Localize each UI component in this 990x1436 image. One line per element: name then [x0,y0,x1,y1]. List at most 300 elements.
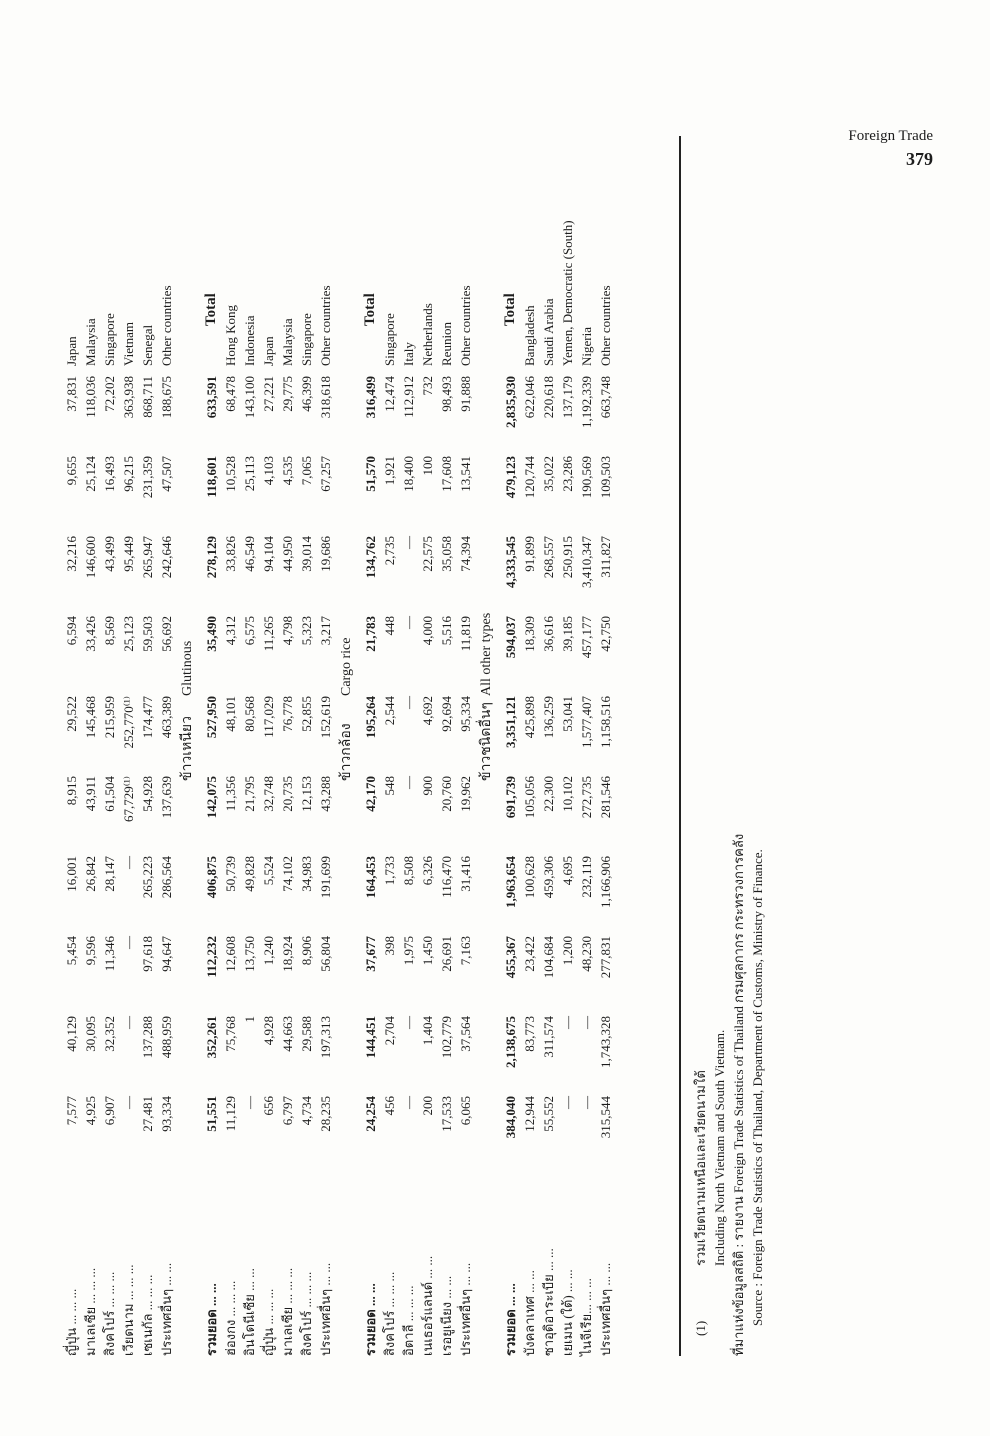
row-label-english: Singapore [299,313,314,366]
value-cell: 4,103 [261,456,276,486]
value-cell: 80,568 [242,696,257,732]
value-cell: 46,549 [242,536,257,572]
row-label-english: Japan [261,336,276,366]
value-cell: 98,493 [439,376,454,412]
value-cell: 286,564 [159,856,174,899]
footnote-english-row [711,136,730,1356]
value-cell: 272,735 [579,776,594,819]
table-row [240,136,259,1356]
value-cell: 18,309 [522,616,537,652]
value-cell: 1,192,339 [579,376,594,428]
source-english: Source : Foreign Trade Statistics of Thailand, Department of Customs, Ministry of Finance. [750,849,765,1326]
value-cell: 43,288 [318,776,333,812]
value-cell: 13,541 [458,456,473,492]
value-cell: — [121,936,136,949]
value-cell: 91,899 [522,536,537,572]
value-cell: 94,104 [261,536,276,572]
value-cell: 29,775 [280,376,295,412]
table-row [62,136,81,1356]
section-label-english: Cargo rice [339,637,354,696]
row-label-english: Singapore [102,313,117,366]
row-label-thai: ประเทศอื่นๆ ... ... [159,1262,174,1356]
value-cell: 663,748 [598,376,613,419]
value-cell: 25,113 [242,456,257,492]
row-label-thai: มาเลเซีย ... ... ... [280,1267,295,1356]
row-label-thai: รวมยอด ... ... [204,1283,219,1356]
value-cell: 4,312 [223,616,238,646]
value-cell: 488,959 [159,1016,174,1059]
value-cell: 95,449 [121,536,136,572]
table-row [119,136,138,1356]
source-english-row [749,136,768,1356]
section-label-english: All other types [479,612,494,696]
value-cell: 1,240 [261,936,276,966]
value-cell: 100,628 [522,856,537,899]
value-cell: 118,036 [83,376,98,418]
value-cell: 42,170 [363,776,378,812]
value-cell: 1 [242,1016,257,1023]
value-cell: 5,323 [299,616,314,646]
value-cell: 8,569 [102,616,117,646]
value-cell: 5,524 [261,856,276,886]
value-cell: 29,588 [299,1016,314,1052]
value-cell: 1,743,328 [598,1016,613,1068]
value-cell: 56,692 [159,616,174,652]
table-row [437,136,456,1356]
value-cell: — [401,536,416,549]
value-cell: 35,490 [204,616,219,652]
value-cell: 7,577 [64,1096,79,1126]
value-cell: 105,056 [522,776,537,819]
value-cell: — [242,1096,257,1109]
table-row [278,136,297,1356]
value-cell: 6,907 [102,1096,117,1126]
value-cell: 6,575 [242,616,257,646]
value-cell: 43,499 [102,536,117,572]
row-label-english: Nigeria [579,327,594,366]
value-cell: 215,959 [102,696,117,739]
row-label-english: Japan [64,336,79,366]
row-label-thai: เยเมน (ใต้) ... ... [560,1269,575,1356]
value-cell: 1,963,654 [503,856,518,908]
value-cell: 2,835,930 [503,376,518,428]
value-cell: 32,748 [261,776,276,812]
value-cell: 152,619 [318,696,333,739]
row-label-thai: อิตาลี ... ... ... [401,1285,416,1356]
value-cell: 2,704 [382,1016,397,1046]
table-bottom-rule [679,136,681,1356]
value-cell: 188,675 [159,376,174,419]
table-row [418,136,437,1356]
value-cell: 1,921 [382,456,397,486]
value-cell: 1,733 [382,856,397,886]
value-cell: 479,123 [503,456,518,499]
value-cell: 27,481 [140,1096,155,1132]
value-cell: 17,608 [439,456,454,492]
value-cell: 37,677 [363,936,378,972]
value-cell: — [121,1096,136,1109]
value-cell: 146,600 [83,536,98,579]
row-label-thai: สิงคโปร์ ... ... ... [102,1271,117,1356]
value-cell: 164,453 [363,856,378,899]
value-cell: 21,795 [242,776,257,812]
value-cell: 4,333,545 [503,536,518,588]
value-cell: 92,694 [439,696,454,732]
row-label-english: Malaysia [280,318,295,366]
value-cell: 311,827 [598,536,613,578]
row-label-english: Vietnam [121,322,136,366]
value-cell: 594,037 [503,616,518,659]
value-cell: 21,783 [363,616,378,652]
value-cell: 3,410,347 [579,536,594,588]
value-cell: 1,200 [560,936,575,966]
row-label-thai: มาเลเซีย ... ... ... [83,1267,98,1356]
value-cell: 277,831 [598,936,613,979]
value-cell: 67,257 [318,456,333,492]
section-gap [176,136,202,1356]
value-cell: 27,221 [261,376,276,412]
value-cell: 2,544 [382,696,397,726]
table-row [539,136,558,1356]
row-label-english: Yemen, Democratic (South) [560,220,575,366]
value-cell: 6,594 [64,616,79,646]
value-cell: — [579,1016,594,1029]
value-cell: 37,564 [458,1016,473,1052]
value-cell: 112,232 [204,936,219,978]
value-cell: 6,797 [280,1096,295,1126]
value-cell: — [121,856,136,869]
table-row [596,136,615,1356]
value-cell: 11,129 [223,1096,238,1132]
value-cell: 48,101 [223,696,238,732]
value-cell: 72,202 [102,376,117,412]
value-cell: 94,647 [159,936,174,972]
value-cell: 457,177 [579,616,594,659]
total-row [501,136,520,1356]
value-cell: — [401,776,416,789]
table-row [81,136,100,1356]
value-cell: 6,326 [420,856,435,886]
value-cell: 278,129 [204,536,219,579]
row-label-english: Indonesia [242,315,257,366]
value-cell: 19,686 [318,536,333,572]
value-cell: 55,552 [541,1096,556,1132]
value-cell: 29,522 [64,696,79,732]
value-cell: 527,950 [204,696,219,739]
table-row [380,136,399,1356]
value-cell: 11,346 [102,936,117,972]
row-label-english: Other countries [159,285,174,366]
value-cell: 28,147 [102,856,117,892]
value-cell: 9,596 [83,936,98,966]
total-row [361,136,380,1356]
footnote-marker: (1) [693,1320,708,1336]
value-cell: 1,450 [420,936,435,966]
section-title: Foreign Trade [848,128,933,144]
table-row [297,136,316,1356]
value-cell: 68,478 [223,376,238,412]
value-cell: 137,179 [560,376,575,419]
value-cell: 1,577,407 [579,696,594,748]
row-label-thai: บังคลาเทศ ... ... [522,1270,537,1356]
rotated-table-content [62,136,812,1356]
value-cell: 24,254 [363,1096,378,1132]
row-label-english: Bangladesh [522,305,537,366]
value-cell: 463,389 [159,696,174,739]
value-cell: 104,684 [541,936,556,979]
value-cell: 265,223 [140,856,155,899]
value-cell: 143,100 [242,376,257,419]
value-cell: 142,075 [204,776,219,819]
value-cell: 1,166,906 [598,856,613,908]
value-cell: 7,065 [299,456,314,486]
value-cell: 4,925 [83,1096,98,1126]
value-cell: 22,575 [420,536,435,572]
table-row [316,136,335,1356]
section-gap [335,136,361,1356]
value-cell: 6,065 [458,1096,473,1126]
value-cell: 363,938 [121,376,136,419]
value-cell: 448 [382,616,397,636]
value-cell: 18,924 [280,936,295,972]
row-label-thai: สิงคโปร์ ... ... ... [299,1271,314,1356]
value-cell: 74,102 [280,856,295,892]
value-cell: 10,528 [223,456,238,492]
row-label-english: Total [502,293,518,326]
row-label-thai: เซเนกัล ... ... ... [140,1274,155,1356]
value-cell: 622,046 [522,376,537,419]
value-cell: 8,906 [299,936,314,966]
value-cell: 75,768 [223,1016,238,1052]
value-cell: 117,029 [261,696,276,738]
value-cell: 16,493 [102,456,117,492]
row-label-thai: ประเทศอื่นๆ ... ... [318,1262,333,1356]
value-cell: 59,503 [140,616,155,652]
value-cell: 2,138,675 [503,1016,518,1068]
row-label-thai: อินโดนีเซีย ... ... [242,1268,257,1356]
row-label-english: Other countries [458,285,473,366]
value-cell: 50,739 [223,856,238,892]
value-cell: 1,158,516 [598,696,613,748]
value-cell: 732 [420,376,435,396]
value-cell: 47,507 [159,456,174,492]
value-cell: 44,950 [280,536,295,572]
value-cell: 39,185 [560,616,575,652]
section-label-thai: ข้าวเหนียว [180,716,195,781]
table-row [221,136,240,1356]
value-cell: 76,778 [280,696,295,732]
value-cell: 54,928 [140,776,155,812]
value-cell: 265,947 [140,536,155,579]
page-number: 379 [906,149,933,169]
value-cell: 548 [382,776,397,796]
value-cell: 109,503 [598,456,613,499]
value-cell: 116,470 [439,856,454,898]
value-cell: — [560,1096,575,1109]
value-cell: 144,451 [363,1016,378,1059]
value-cell: 633,591 [204,376,219,419]
value-cell: — [401,1096,416,1109]
value-cell: 12,474 [382,376,397,412]
value-cell: 51,570 [363,456,378,492]
value-cell: 200 [420,1096,435,1116]
row-label-thai: ไนจีเรีย... ... ... [579,1278,594,1356]
value-cell: 97,618 [140,936,155,972]
value-cell: 316,499 [363,376,378,419]
value-cell: 459,306 [541,856,556,899]
value-cell: 232,119 [579,856,594,898]
row-label-english: Malaysia [83,318,98,366]
value-cell: 137,288 [140,1016,155,1059]
value-cell: 120,744 [522,456,537,499]
value-cell: 2,735 [382,536,397,566]
value-cell: 39,014 [299,536,314,572]
value-cell: 190,569 [579,456,594,499]
row-label-thai: สิงคโปร์ ... ... ... [382,1271,397,1356]
value-cell: 25,124 [83,456,98,492]
row-label-thai: เวียดนาม ... ... ... [121,1264,136,1356]
value-cell: 1,404 [420,1016,435,1046]
value-cell: 12,153 [299,776,314,812]
value-cell: 16,001 [64,856,79,892]
value-cell: — [401,616,416,629]
value-cell: 112,912 [401,376,416,418]
row-label-thai: รวมยอด ... ... [503,1283,518,1356]
value-cell: 5,454 [64,936,79,966]
value-cell: 900 [420,776,435,796]
value-cell: 8,915 [64,776,79,806]
value-cell: 4,695 [560,856,575,886]
value-cell: 33,426 [83,616,98,652]
value-cell: 220,618 [541,376,556,419]
table-row [558,136,577,1356]
value-cell: 37,831 [64,376,79,412]
value-cell: 51,551 [204,1096,219,1132]
value-cell: 252,770⁽¹⁾ [121,696,136,749]
value-cell: 425,898 [522,696,537,739]
value-cell: — [121,1016,136,1029]
value-cell: 22,300 [541,776,556,812]
value-cell: 318,618 [318,376,333,419]
value-cell: 456 [382,1096,397,1116]
value-cell: 3,217 [318,616,333,646]
value-cell: 250,915 [560,536,575,579]
value-cell: 12,608 [223,936,238,972]
total-row [202,136,221,1356]
value-cell: 384,040 [503,1096,518,1139]
row-label-english: Netherlands [420,303,435,366]
value-cell: 26,842 [83,856,98,892]
value-cell: 17,533 [439,1096,454,1132]
value-cell: 44,663 [280,1016,295,1052]
row-label-thai: ประเทศอื่นๆ ... ... [458,1262,473,1356]
value-cell: 242,646 [159,536,174,579]
row-label-english: Hong Kong [223,304,238,366]
value-cell: 8,508 [401,856,416,886]
value-cell: 656 [261,1096,276,1116]
value-cell: 4,692 [420,696,435,726]
row-label-thai: ซาอุดิอาระเบีย ... ... [541,1248,556,1356]
value-cell: 102,779 [439,1016,454,1059]
footnote-thai-row [692,136,711,1356]
value-cell: 25,123 [121,616,136,652]
table-row [100,136,119,1356]
value-cell: 315,544 [598,1096,613,1139]
value-cell: 100 [420,456,435,476]
value-cell: 48,230 [579,936,594,972]
table-row [456,136,475,1356]
value-cell: 33,826 [223,536,238,572]
value-cell: 42,750 [598,616,613,652]
value-cell: 19,962 [458,776,473,812]
value-cell: 32,216 [64,536,79,572]
rice-export-table [62,136,615,1356]
source-thai: ที่มาแห่งข้อมูลสถิติ : รายงาน Foreign Trade Statistics of Thailand กรมศุลกากร กระทรวงการคลัง [731,833,746,1356]
row-label-english: Senegal [140,324,155,366]
row-label-english: Saudi Arabia [541,298,556,366]
source-thai-row [730,136,749,1356]
value-cell: 40,129 [64,1016,79,1052]
row-label-english: Total [362,293,378,326]
row-label-thai: เรอยูเนียง ... ... [439,1275,454,1356]
value-cell: 197,313 [318,1016,333,1059]
value-cell: 74,394 [458,536,473,572]
section-label-thai: ข้าวชนิดอื่นๆ [479,702,494,781]
value-cell: 195,264 [363,696,378,739]
value-cell: — [401,1016,416,1029]
row-label-thai: ญี่ปุ่น ... ... ... [261,1288,276,1356]
table-row [259,136,278,1356]
row-label-english: Total [203,293,219,326]
value-cell: 231,359 [140,456,155,499]
section-gap [475,136,501,1356]
value-cell: 20,760 [439,776,454,812]
value-cell: 1,975 [401,936,416,966]
value-cell: 34,983 [299,856,314,892]
table-notes [692,136,768,1356]
value-cell: 406,875 [204,856,219,899]
row-label-thai: ญี่ปุ่น ... ... ... [64,1288,79,1356]
value-cell: 52,855 [299,696,314,732]
value-cell: 11,819 [458,616,473,652]
value-cell: — [579,1096,594,1109]
value-cell: 5,516 [439,616,454,646]
value-cell: 281,546 [598,776,613,819]
row-label-thai: รวมยอด ... ... [363,1283,378,1356]
value-cell: 23,286 [560,456,575,492]
value-cell: 174,477 [140,696,155,739]
value-cell: 11,356 [223,776,238,812]
section-label-english: Glutinous [180,640,195,696]
value-cell: 145,468 [83,696,98,739]
value-cell: — [560,1016,575,1029]
value-cell: 191,699 [318,856,333,899]
row-label-english: Reunion [439,321,454,366]
value-cell: 20,735 [280,776,295,812]
value-cell: 136,259 [541,696,556,739]
row-label-thai: ฮ่องกง ... ... ... [223,1280,238,1356]
table-row [577,136,596,1356]
row-label-english: Italy [401,342,416,366]
value-cell: — [401,696,416,709]
value-cell: 43,911 [83,776,98,812]
value-cell: 4,798 [280,616,295,646]
row-label-thai: ประเทศอื่นๆ ... ... [598,1262,613,1356]
value-cell: 4,928 [261,1016,276,1046]
row-label-english: Other countries [318,285,333,366]
value-cell: 30,095 [83,1016,98,1052]
value-cell: 12,944 [522,1096,537,1132]
